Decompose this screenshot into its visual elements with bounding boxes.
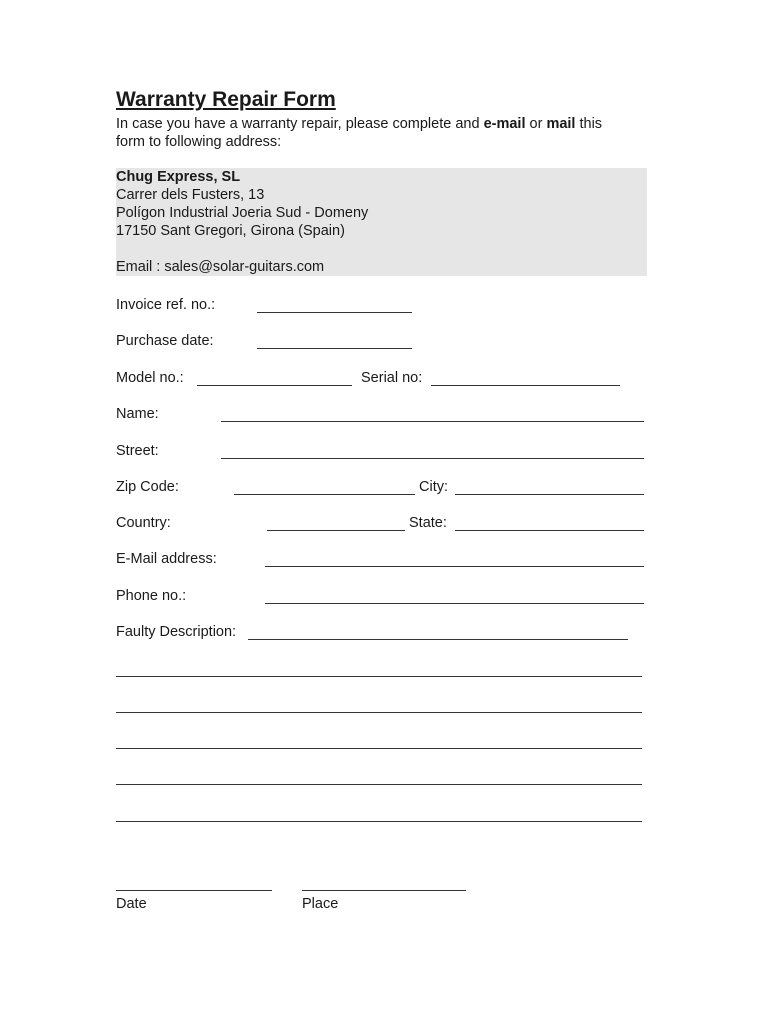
date-signature-line[interactable] xyxy=(116,890,272,891)
phone-label: Phone no.: xyxy=(116,588,187,604)
city-blank[interactable] xyxy=(455,494,644,495)
name-label: Name: xyxy=(116,406,159,422)
model-blank[interactable] xyxy=(197,385,352,386)
form-title: Warranty Repair Form xyxy=(116,88,336,111)
intro-line2: form to following address: xyxy=(116,134,282,150)
phone-blank[interactable] xyxy=(265,603,644,604)
faulty-label: Faulty Description: xyxy=(116,624,237,640)
address-email: Email : sales@solar-guitars.com xyxy=(116,259,325,275)
intro-part1: In case you have a warranty repair, please complete and xyxy=(116,116,484,132)
intro-part2: or xyxy=(525,116,547,132)
intro-part3: this xyxy=(575,116,603,132)
address-street: Carrer dels Fusters, 13 xyxy=(116,187,265,203)
place-signature-line[interactable] xyxy=(302,890,466,891)
country-label: Country: xyxy=(116,515,171,531)
state-label: State: xyxy=(409,515,447,531)
faulty-line-5[interactable] xyxy=(116,821,642,822)
street-label: Street: xyxy=(116,443,159,459)
invoice-blank[interactable] xyxy=(257,312,412,313)
address-city: 17150 Sant Gregori, Girona (Spain) xyxy=(116,223,345,239)
email-blank[interactable] xyxy=(265,566,644,567)
purchase-date-blank[interactable] xyxy=(257,348,412,349)
city-label: City: xyxy=(419,479,448,495)
intro-bold-email: e-mail xyxy=(483,116,526,132)
company-name: Chug Express, SL xyxy=(116,169,241,185)
place-label: Place xyxy=(302,896,339,912)
zip-blank[interactable] xyxy=(234,494,415,495)
email-label: E-Mail address: xyxy=(116,551,217,567)
intro-text xyxy=(116,115,602,151)
purchase-date-label: Purchase date: xyxy=(116,333,214,349)
serial-label: Serial no: xyxy=(361,370,423,386)
serial-blank[interactable] xyxy=(431,385,620,386)
intro-bold-mail: mail xyxy=(546,116,576,132)
name-blank[interactable] xyxy=(221,421,644,422)
address-area: Polígon Industrial Joeria Sud - Domeny xyxy=(116,205,369,221)
model-label: Model no.: xyxy=(116,370,184,386)
faulty-line-2[interactable] xyxy=(116,712,642,713)
faulty-line-3[interactable] xyxy=(116,748,642,749)
faulty-line-4[interactable] xyxy=(116,784,642,785)
country-blank[interactable] xyxy=(267,530,405,531)
state-blank[interactable] xyxy=(455,530,644,531)
faulty-blank-first[interactable] xyxy=(248,639,628,640)
address-box xyxy=(116,168,647,276)
street-blank[interactable] xyxy=(221,458,644,459)
date-label: Date xyxy=(116,896,147,912)
invoice-label: Invoice ref. no.: xyxy=(116,297,216,313)
faulty-line-1[interactable] xyxy=(116,676,642,677)
zip-label: Zip Code: xyxy=(116,479,179,495)
